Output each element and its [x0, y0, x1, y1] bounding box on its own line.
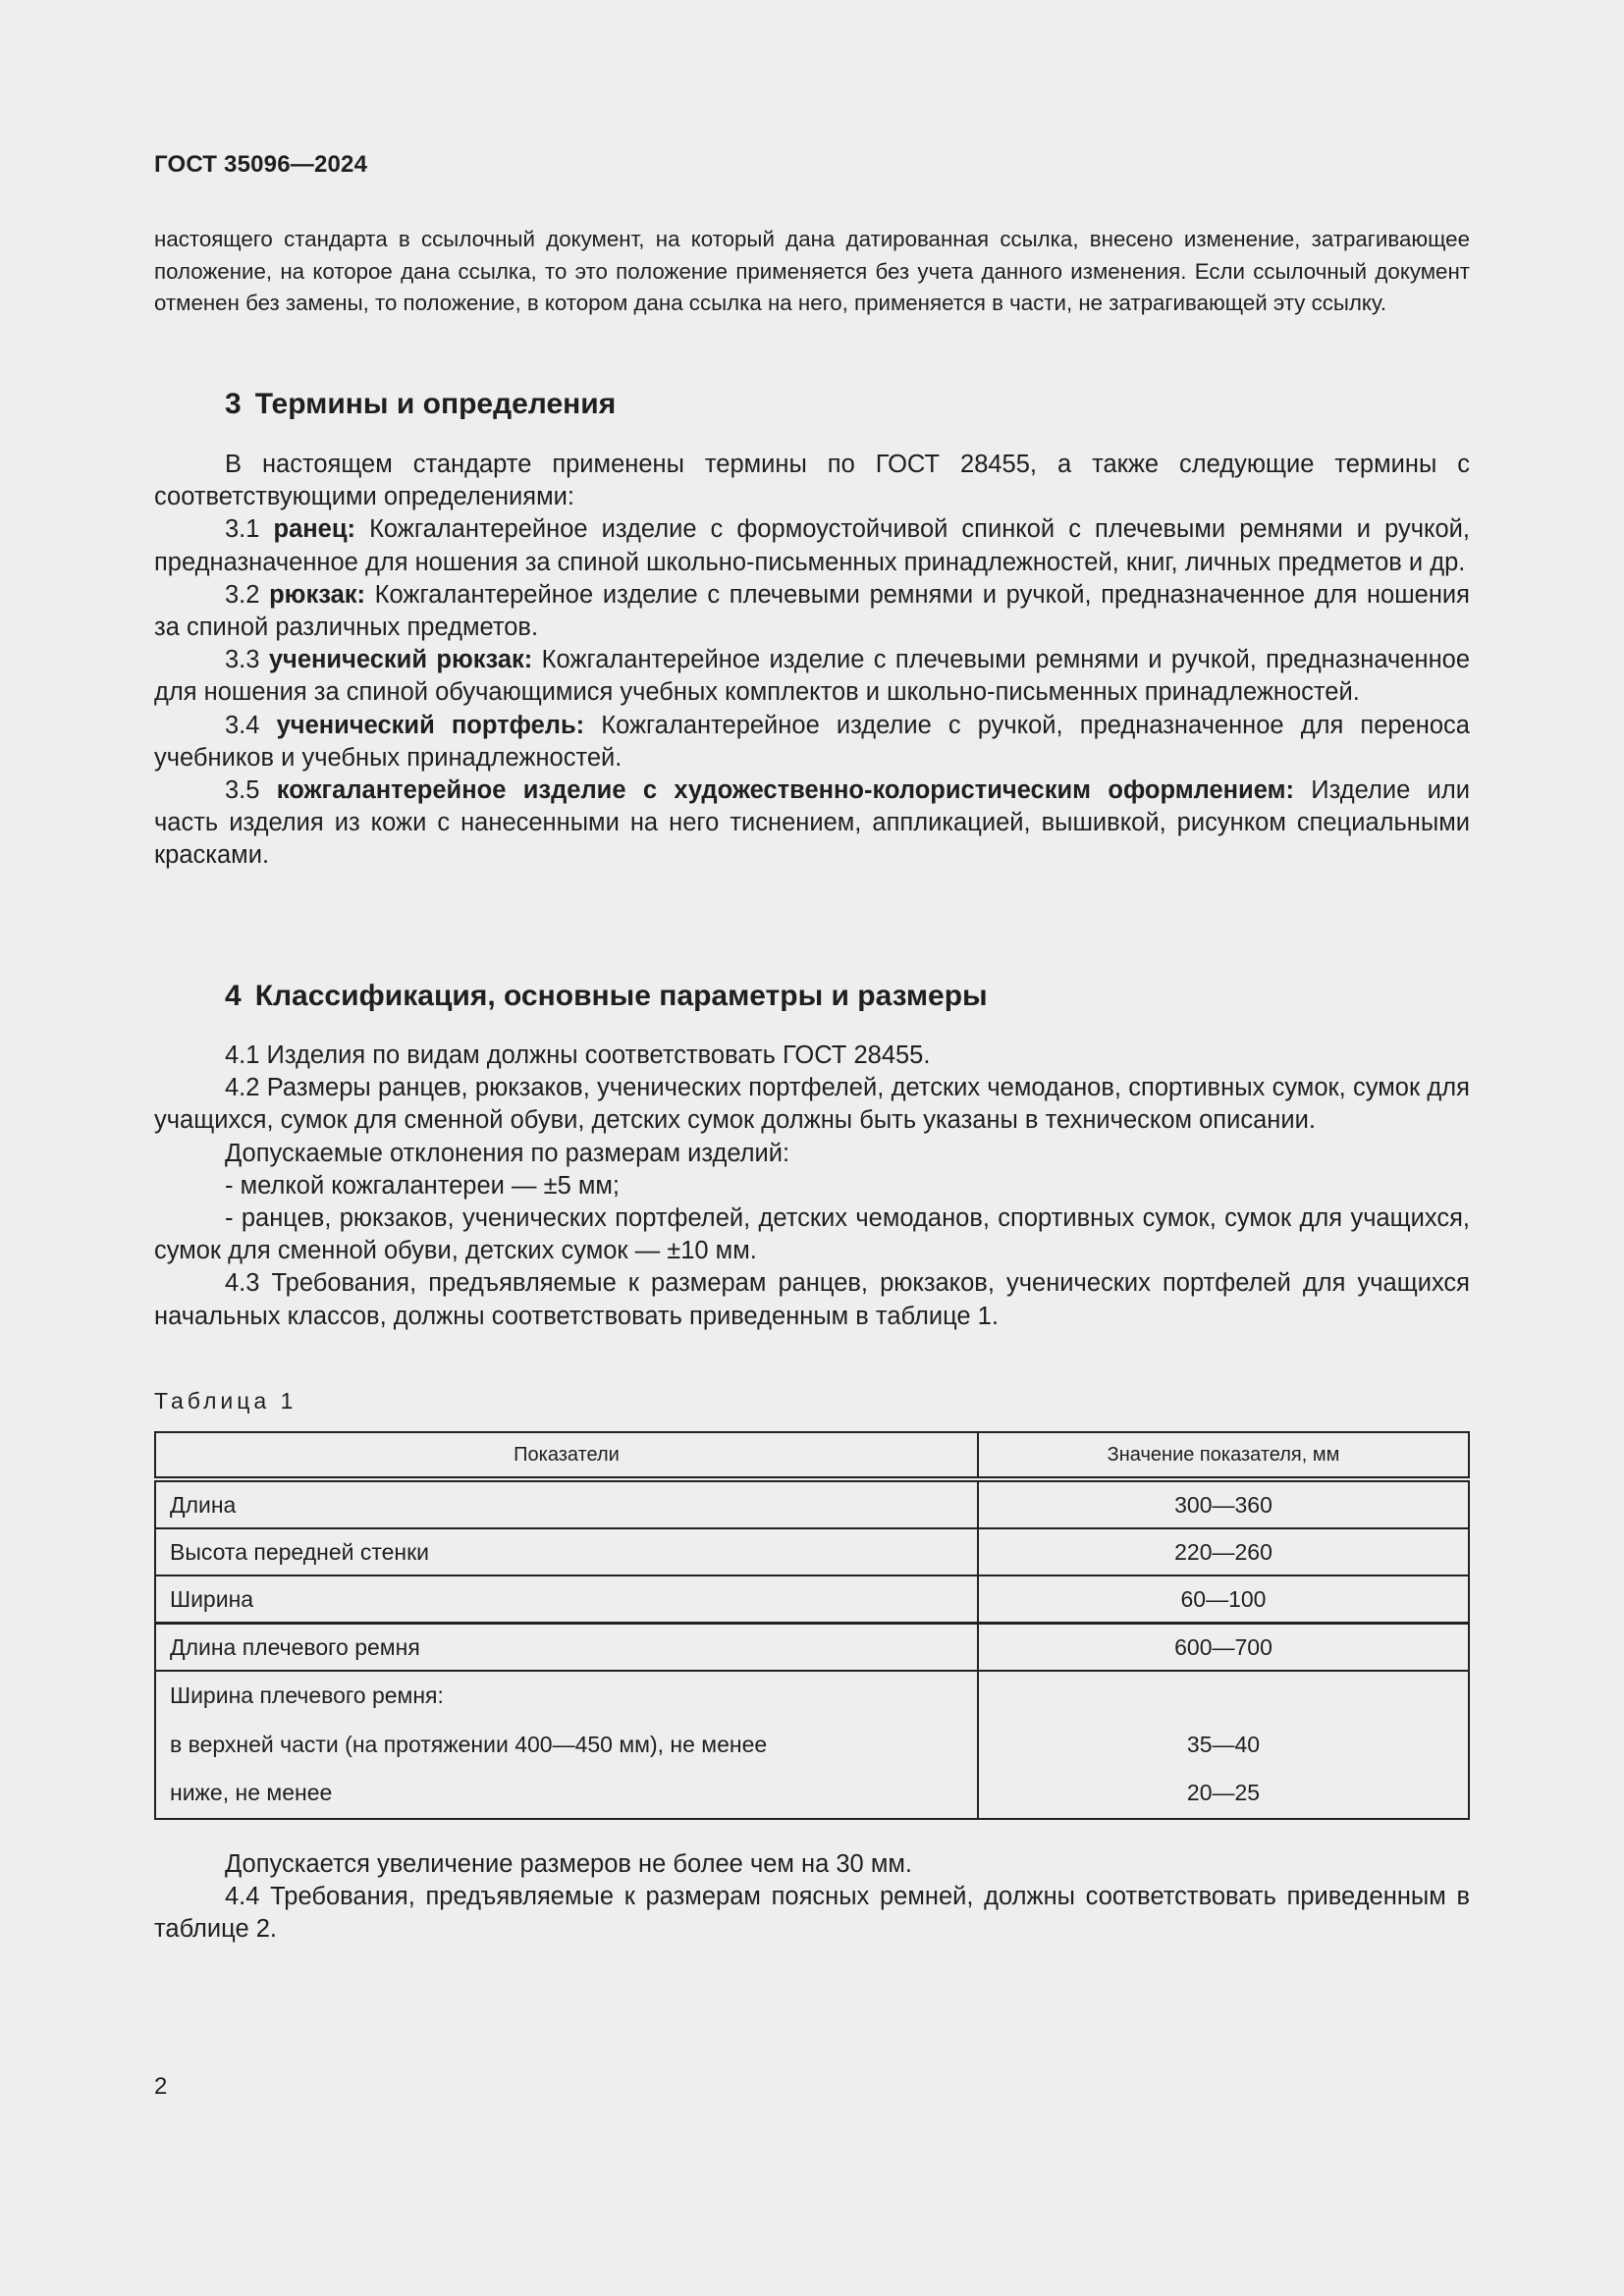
- section-4-body: [154, 1040, 1470, 1333]
- row-label: Высота передней стенки: [155, 1528, 978, 1575]
- term-3-3: 3.3 ученический рюкзак: Кожгалантерейное изделие с плечевыми ремнями и ручкой, предназначенное для ношения за спиной обучающимися учебных комплектов и школьно-письменных принадлежностей.: [154, 646, 1471, 707]
- section-title: Термины и определения: [254, 388, 617, 420]
- row-label: Ширина: [155, 1575, 978, 1624]
- section-3-body: [154, 449, 1470, 873]
- term-3-2: 3.2 рюкзак: Кожгалантерейное изделие с плечевыми ремнями и ручкой, предназначенное для ношения за спиной различных предметов.: [154, 580, 1470, 642]
- row-label: Длина плечевого ремня: [155, 1624, 978, 1672]
- document-id-header: ГОСТ 35096—2024: [154, 151, 368, 178]
- term-name: ученический рюкзак:: [268, 646, 533, 674]
- row-value-lower: 20—25: [1186, 1780, 1261, 1805]
- strap-width-labels: [155, 1671, 978, 1819]
- section-3-heading: [225, 388, 616, 421]
- clause-4-4: 4.4 Требования, предъявляемые к размерам поясных ремней, должны соответствовать приведенным в таблице 2.: [154, 1883, 1470, 1944]
- term-definition: Кожгалантерейное изделие с плечевыми ремнями и ручкой, предназначенное для ношения за спиной различных предметов.: [154, 580, 1470, 642]
- term-definition: Изделие или часть изделия из кожи с нанесенными на него тиснением, аппликацией, вышивкой, рисунком специальными красками.: [154, 776, 1470, 870]
- row-label: Длина: [155, 1479, 978, 1528]
- table-row: [155, 1479, 1469, 1528]
- row-sublabel-lower: ниже, не менее: [170, 1780, 333, 1805]
- deviation-small-goods: - мелкой кожгалантереи — ±5 мм;: [225, 1171, 620, 1200]
- row-value: 60—100: [978, 1575, 1469, 1624]
- table-row: [155, 1575, 1469, 1624]
- table-1: [154, 1431, 1470, 1820]
- term-definition: Кожгалантерейное изделие с формоустойчивой спинкой с плечевыми ремнями и ручкой, предназначенное для ношения за спиной школьно-письменных принадлежностей, книг, личных предметов и др.: [154, 515, 1470, 576]
- table-caption: Таблица 1: [154, 1388, 298, 1414]
- table-row-strap-width: [155, 1671, 1469, 1819]
- section-4-heading: [225, 980, 988, 1013]
- section-number: 3: [225, 388, 242, 420]
- row-label: Ширина плечевого ремня:: [170, 1682, 444, 1708]
- column-header-value: Значение показателя, мм: [978, 1432, 1469, 1479]
- after-table-body: [154, 1848, 1470, 1947]
- size-increase-note: Допускается увеличение размеров не более чем на 30 мм.: [225, 1850, 912, 1878]
- row-sublabel-upper: в верхней части (на протяжении 400—450 мм), не менее: [170, 1731, 768, 1757]
- term-name: кожгалантерейное изделие с художественно-колористическим оформлением:: [276, 776, 1294, 805]
- term-name: рюкзак:: [269, 580, 366, 609]
- deviations-intro: Допускаемые отклонения по размерам изделий:: [225, 1139, 790, 1167]
- clause-4-3: 4.3 Требования, предъявляемые к размерам ранцев, рюкзаков, ученических портфелей для учащихся начальных классов, должны соответствовать приведенным в таблице 1.: [154, 1269, 1470, 1330]
- table-header-row: [155, 1432, 1469, 1479]
- strap-width-values: [978, 1671, 1469, 1819]
- intro-paragraph: настоящего стандарта в ссылочный документ, на который дана датированная ссылка, внесено изменение, затрагивающее положение, на которое дана ссылка, то это положение применяется без учета данного изменения. Если ссылочный документ отменен без замены, то положение, в котором дана ссылка на него, применяется в части, не затрагивающей эту ссылку.: [154, 227, 1470, 315]
- table-row: [155, 1528, 1469, 1575]
- section-title: Классификация, основные параметры и размеры: [254, 980, 988, 1012]
- table-row: [155, 1624, 1469, 1672]
- row-value-upper: 35—40: [1186, 1731, 1261, 1757]
- page-number: 2: [154, 2073, 168, 2100]
- term-definition: Кожгалантерейное изделие с ручкой, предназначенное для переноса учебников и учебных принадлежностей.: [154, 711, 1470, 772]
- clause-4-1: 4.1 Изделия по видам должны соответствовать ГОСТ 28455.: [225, 1041, 931, 1069]
- row-value: 220—260: [978, 1528, 1469, 1575]
- term-name: ранец:: [273, 515, 356, 544]
- row-value: 300—360: [978, 1479, 1469, 1528]
- term-3-5: 3.5 кожгалантерейное изделие с художественно-колористическим оформлением: Изделие или часть изделия из кожи с нанесенными на него тиснением, аппликацией, вышивкой, рисунком специальными красками.: [154, 776, 1470, 870]
- deviation-bags: - ранцев, рюкзаков, ученических портфелей, детских чемоданов, спортивных сумок, сумок для учащихся, сумок для сменной обуви, детских сумок — ±10 мм.: [154, 1204, 1470, 1265]
- term-name: ученический портфель:: [276, 711, 585, 739]
- column-header-indicator: Показатели: [155, 1432, 978, 1479]
- clause-4-2: 4.2 Размеры ранцев, рюкзаков, ученических портфелей, детских чемоданов, спортивных сумок, сумок для учащихся, сумок для сменной обуви, детских сумок должны быть указаны в техническом описании.: [154, 1074, 1470, 1135]
- term-3-4: 3.4 ученический портфель: Кожгалантерейное изделие с ручкой, предназначенное для переноса учебников и учебных принадлежностей.: [154, 711, 1470, 772]
- section-3-intro: В настоящем стандарте применены термины по ГОСТ 28455, а также следующие термины с соответствующими определениями:: [154, 451, 1470, 511]
- row-value: 600—700: [978, 1624, 1469, 1672]
- term-definition: Кожгалантерейное изделие с плечевыми ремнями и ручкой, предназначенное для ношения за спиной обучающимися учебных комплектов и школьно-письменных принадлежностей.: [154, 646, 1471, 707]
- term-3-1: 3.1 ранец: Кожгалантерейное изделие с формоустойчивой спинкой с плечевыми ремнями и ручкой, предназначенное для ношения за спиной школьно-письменных принадлежностей, книг, личных предметов и др.: [154, 515, 1470, 576]
- section-number: 4: [225, 980, 242, 1012]
